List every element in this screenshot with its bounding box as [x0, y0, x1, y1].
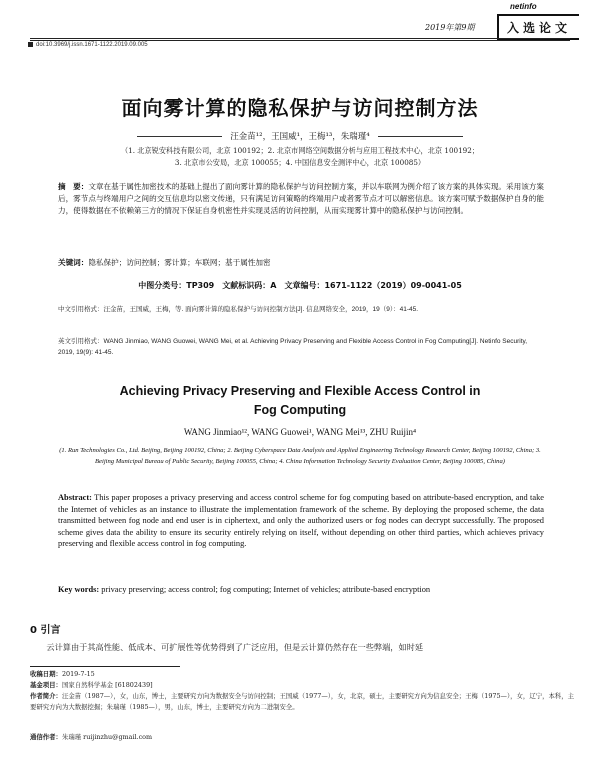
abstract-en-text: This paper proposes a privacy preserving and access control scheme for fog computing based on attribute-based encryption, and take the Internet of vehicles as an instance to illustrate the implementation framework of the scheme. By deploying the proposed scheme, the data transmitted between fog node and end user is in ciphertext, and only the authorized users or fog nodes can decrypt successfully. The proposed scheme gives data the ability to ensure its security entirely relying on itself, without depending on other third parties, which achieves privacy preserving and flexible access control in fog computing. [58, 493, 544, 548]
abstract-cn [58, 181, 544, 218]
keywords-cn-text: 隐私保护；访问控制；雾计算；车联网；基于属性加密 [88, 258, 271, 267]
footnote-label: 基金项目： [30, 681, 62, 689]
abstract-cn-text: 文章在基于属性加密技术的基础上提出了面向雾计算的隐私保护与访问控制方案，并以车联网为例介绍了该方案的具体实现。采用该方案后，雾节点与终端用户之间的交互信息均以密文传递，只有满足访问策略的终端用户或者雾节点才可以解密信息。该方案可赋予数据保护自身的能力，使得数据在不依赖第三方的情况下保证自身机密性并实现灵活的访问控制，从而实现雾计算中的隐私保护与访问控制。 [58, 182, 544, 216]
citation-cn [58, 304, 544, 315]
keywords-cn-label: 关键词： [58, 258, 89, 267]
citation-cn-label: 中文引用格式： [58, 306, 104, 313]
header-rule [30, 38, 570, 39]
issue-label: 2019年第9期 [425, 23, 475, 32]
footnote-text: 汪金苗（1987—），女，山东，博士，主要研究方向为数据安全与访问控制；王国威（1977—），女，北京，硕士，主要研究方向为信息安全；王梅（1975—），女，辽宁，本科，主要研究方向为大数据挖掘；朱瑞瑾（1985—），男，山东，博士，主要研究方向为二进制安全。 [30, 692, 575, 711]
column-label: 入选论文 [497, 14, 579, 40]
keywords-en-text: privacy preserving; access control; fog computing; Internet of vehicles; attribute-based encryption [101, 585, 431, 594]
title-en-line-2: Fog Computing [253, 403, 347, 417]
authors-cn [0, 130, 600, 142]
clc-number: 中图分类号：TP309 [138, 281, 215, 290]
footnote-text: 2019-7-15 [61, 670, 95, 678]
doi-line [28, 42, 148, 48]
keywords-cn [58, 257, 544, 269]
author-rule-right [378, 136, 463, 137]
classification-line [0, 280, 600, 291]
footnote-label: 作者简介： [30, 692, 62, 700]
abstract-cn-label: 摘 要： [58, 182, 89, 191]
citation-en-label: 英文引用格式： [58, 338, 104, 345]
footnote-received [30, 669, 576, 680]
citation-cn-text: 汪金苗，王国威，王梅，等. 面向雾计算的隐私保护与访问控制方法[J]. 信息网络安全，2019，19（9）：41-45. [103, 306, 419, 313]
footnote-text: 国家自然科学基金 [61802439] [61, 681, 153, 689]
footnote-text: 朱瑞瑾 ruijinzhu@gmail.com [61, 733, 153, 741]
doc-code: 文献标识码：A [222, 281, 277, 290]
footnote-funding [30, 680, 576, 691]
footnote-label: 通信作者： [30, 733, 62, 741]
keywords-en-label: Key words: [58, 585, 100, 594]
section-title: 0 引言 [30, 625, 61, 636]
footnote-correspondence [30, 732, 576, 743]
authors-en: WANG Jinmiao¹², WANG Guowei¹, WANG Mei¹³, ZHU Ruijin⁴ [183, 427, 417, 437]
authors-cn-text: 汪金苗¹²，王国威¹，王梅¹³，朱瑞瑾⁴ [230, 132, 370, 142]
affiliations-en: (1. Run Technologies Co., Ltd. Beijing, Beijing 100192, China; 2. Beijing Cyberspace Data Analysis and Applied Engineering Technology Research Center, Beijing 100192, China; 3. Beijing Municipal Bureau of Public Security, Beijing 100055, China; 4. China Information Technology Security Evaluation Center, Beijing 100085, China) [59, 447, 541, 465]
intro-text: 云计算由于其高性能、低成本、可扩展性等优势得到了广泛应用，但是云计算仍然存在一些弊端，如时延 [46, 642, 424, 652]
author-rule-left [137, 136, 222, 137]
footnote-rule [30, 666, 180, 667]
title-en [0, 382, 600, 420]
intro-paragraph [30, 641, 576, 653]
affiliation-cn-1: （1. 北京锐安科技有限公司，北京 100192；2. 北京市网络空间数据分析与应用工程技术中心，北京 100192； [120, 146, 480, 155]
doi-text: doi:10.3969/j.issn.1671-1122.2019.09.005 [36, 42, 148, 49]
abstract-en-label: Abstract: [58, 493, 92, 502]
abstract-en [58, 492, 544, 550]
title-cn: 面向雾计算的隐私保护与访问控制方法 [121, 96, 479, 120]
doi-square-icon [28, 42, 33, 47]
affiliation-cn-2: 3. 北京市公安局，北京 100055；4. 中国信息安全测评中心，北京 100085） [174, 158, 426, 167]
citation-en [58, 336, 544, 358]
journal-logo: netinfo [510, 2, 537, 11]
citation-en-text: WANG Jinmiao, WANG Guowei, WANG Mei, et al. Achieving Privacy Preserving and Flexible Access Control in Fog Computing[J]. Netinfo Security, 2019, 19(9): 41-45. [58, 338, 528, 356]
title-en-line-1: Achieving Privacy Preserving and Flexible Access Control in [119, 384, 481, 398]
keywords-en [58, 584, 544, 596]
footnote-label: 收稿日期： [30, 670, 62, 678]
footnote-authors [30, 691, 576, 712]
header-rule-2 [30, 40, 570, 41]
article-number: 文章编号：1671-1122（2019）09-0041-05 [284, 281, 462, 290]
